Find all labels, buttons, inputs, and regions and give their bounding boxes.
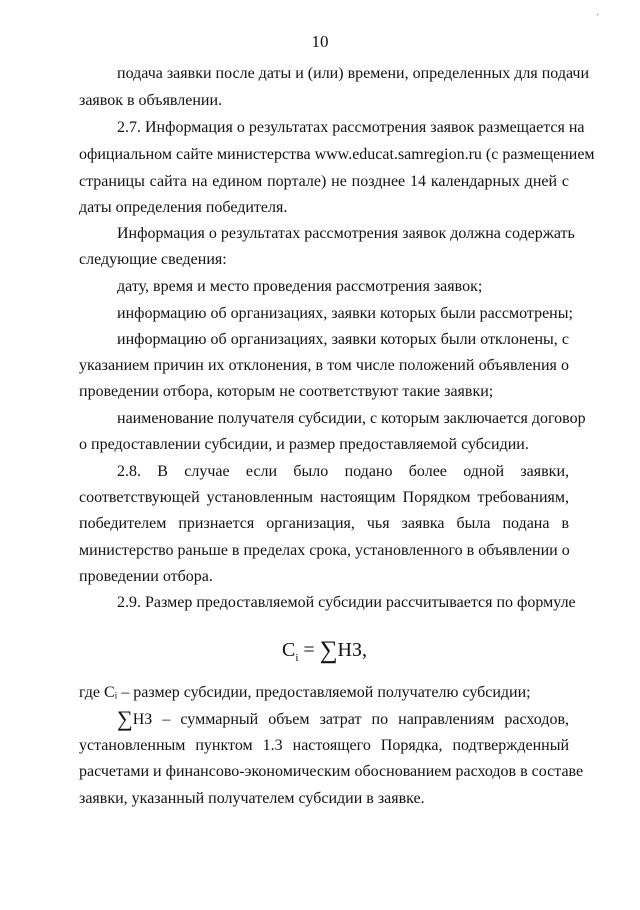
text-line: даты определения победителя. xyxy=(79,199,288,216)
text-line: Информация о результатах рассмотрения заявок должна содержать xyxy=(117,225,575,242)
formula-equals: = xyxy=(303,639,315,661)
text-line: официальном сайте министерства www.educat.samregion.ru (с размещением xyxy=(79,146,595,163)
text-line: наименование получателя субсидии, с которым заключается договор xyxy=(117,410,586,427)
text-line: подача заявки после даты и (или) времени, определенных для подачи xyxy=(117,65,590,82)
text-line: дату, время и место проведения рассмотрения заявок; xyxy=(117,278,483,295)
text-line: 2.9. Размер предоставляемой субсидии рассчитывается по формуле xyxy=(117,594,576,611)
text-line: победителем признается организация, чья заявка была подана в xyxy=(79,515,569,532)
sigma-definition-text: – суммарный объем затрат по направлениям расходов, xyxy=(162,711,570,728)
text-line: страницы сайта на едином портале) не позднее 14 календарных дней с xyxy=(79,173,569,190)
page-number: 10 xyxy=(311,32,329,51)
text-line: соответствующей установленным настоящим Порядком требованиям, xyxy=(79,489,569,506)
text-line: указанием причин их отклонения, в том числе положений объявления о xyxy=(79,357,569,374)
subsidy-formula xyxy=(282,637,367,665)
formula-explanation: где Cᵢ – размер субсидии, предоставляемой получателю субсидии; xyxy=(79,684,531,701)
text-line: 2.8. В случае если было подано более одной заявки, xyxy=(117,463,569,480)
text-line: информацию об организациях, заявки которых были рассмотрены; xyxy=(117,305,573,322)
text-line: проведении отбора. xyxy=(79,568,213,585)
text-line: 2.7. Информация о результатах рассмотрения заявок размещается на xyxy=(117,119,585,136)
text-line: заявок в объявлении. xyxy=(79,92,223,109)
text-line: установленным пунктом 1.3 настоящего Порядка, подтвержденный xyxy=(79,737,569,754)
text-line: заявки, указанный получателем субсидии в заявке. xyxy=(79,790,425,807)
text-line: о предоставлении субсидии, и размер предоставляемой субсидии. xyxy=(79,436,529,453)
sigma-symbol: ∑НЗ xyxy=(117,706,153,731)
text-line: проведении отбора, которым не соответствуют такие заявки; xyxy=(79,383,494,400)
text-line: расчетами и финансово-экономическим обоснованием расходов в составе xyxy=(79,763,584,780)
sigma-definition-line xyxy=(117,706,570,731)
text-line: министерство раньше в пределах срока, установленного в объявлении о xyxy=(79,542,570,559)
formula-lhs: $C_i$ xyxy=(282,639,299,664)
corner-mark: ' xyxy=(597,12,599,22)
formula-rhs: НЗ, xyxy=(337,639,367,661)
text-line: информацию об организациях, заявки которых были отклонены, с xyxy=(117,331,569,348)
text-line: следующие сведения: xyxy=(79,251,227,268)
sigma-icon: ∑ xyxy=(319,637,338,664)
